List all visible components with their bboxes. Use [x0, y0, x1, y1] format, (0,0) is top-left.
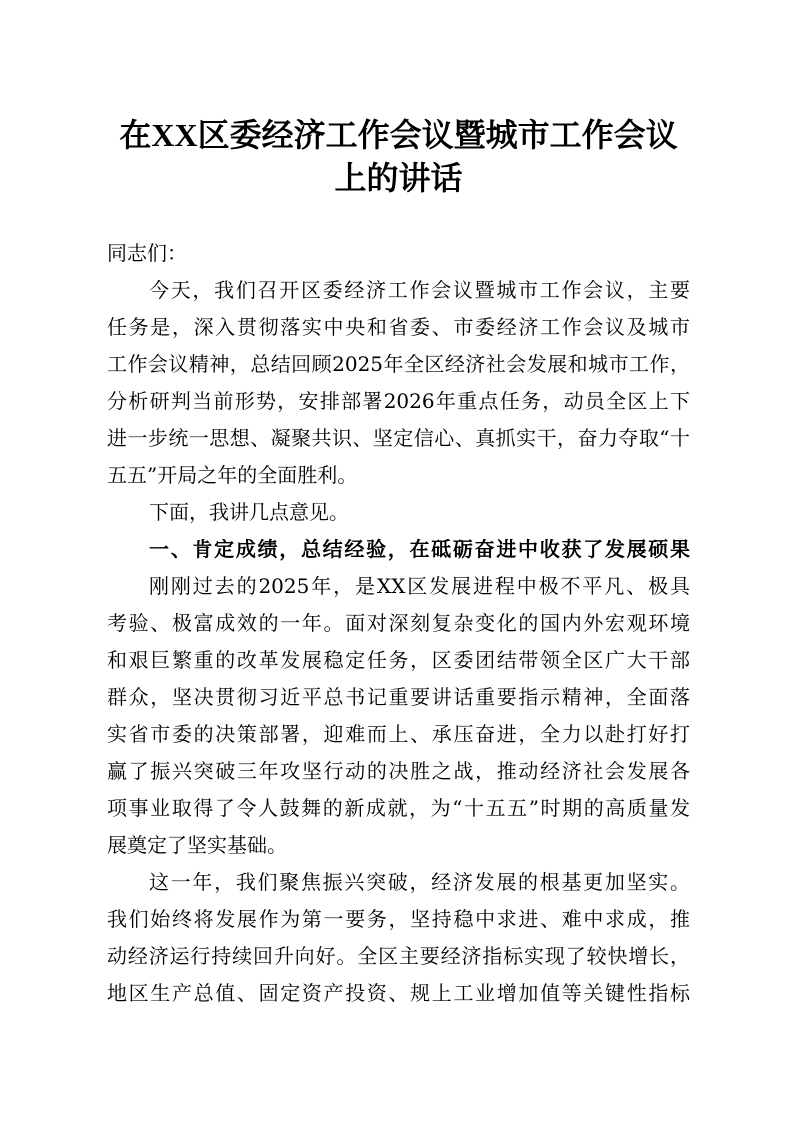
text-line: 下面，我讲几点意见。: [149, 500, 349, 524]
text-line: 任务是，深入贯彻落实中央和省委、市委经济工作会议及城市: [107, 315, 690, 339]
text-line: 我们始终将发展作为第一要务，坚持稳中求进、难中求成，推: [107, 907, 690, 931]
text-line: 这一年，我们聚焦振兴突破，经济发展的根基更加坚实。: [149, 870, 690, 894]
text-line: 工作会议精神，总结回顾2025年全区经济社会发展和城市工作，: [107, 352, 690, 376]
text-line: 分析研判当前形势，安排部署2026年重点任务，动员全区上下: [107, 389, 690, 413]
text-line: 群众，坚决贯彻习近平总书记重要讲话重要指示精神，全面落: [107, 685, 690, 709]
text-line: 动经济运行持续回升向好。全区主要经济指标实现了较快增长，: [107, 944, 690, 968]
text-line: 考验、极富成效的一年。面对深刻复杂变化的国内外宏观环境: [107, 611, 690, 635]
text-line: 赢了振兴突破三年攻坚行动的决胜之战，推动经济社会发展各: [107, 759, 690, 783]
text-line: 刚刚过去的2025年，是XX区发展进程中极不平凡、极具: [149, 574, 690, 598]
text-line: 展奠定了坚实基础。: [107, 833, 287, 857]
title-line: 上的讲话: [334, 160, 463, 196]
text-line: 进一步统一思想、凝聚共识、坚定信心、真抓实干，奋力夺取“十: [107, 426, 690, 450]
paragraph-transition: [107, 494, 690, 531]
text-line: 地区生产总值、固定资产投资、规上工业增加值等关键性指标: [107, 981, 690, 1005]
section-heading-1: 一、肯定成绩，总结经验，在砥砺奋进中收获了发展硕果: [149, 537, 690, 561]
title-line: 在XX区委经济工作会议暨城市工作会议: [119, 117, 678, 153]
paragraph-achievements: [107, 568, 690, 864]
paragraph-economy: [107, 864, 690, 1012]
document-title: [107, 114, 690, 200]
paragraph-intro: [107, 272, 690, 494]
text-line: 实省市委的决策部署，迎难而上、承压奋进，全力以赴打好打: [107, 722, 690, 746]
text-line: 五五”开局之年的全面胜利。: [107, 463, 358, 487]
text-line: 今天，我们召开区委经济工作会议暨城市工作会议，主要: [149, 278, 690, 302]
document-body: [107, 235, 690, 1012]
text-line: 项事业取得了令人鼓舞的新成就，为“十五五”时期的高质量发: [107, 796, 690, 820]
text-line: 和艰巨繁重的改革发展稳定任务，区委团结带领全区广大干部: [107, 648, 690, 672]
salutation: 同志们：: [107, 241, 187, 265]
